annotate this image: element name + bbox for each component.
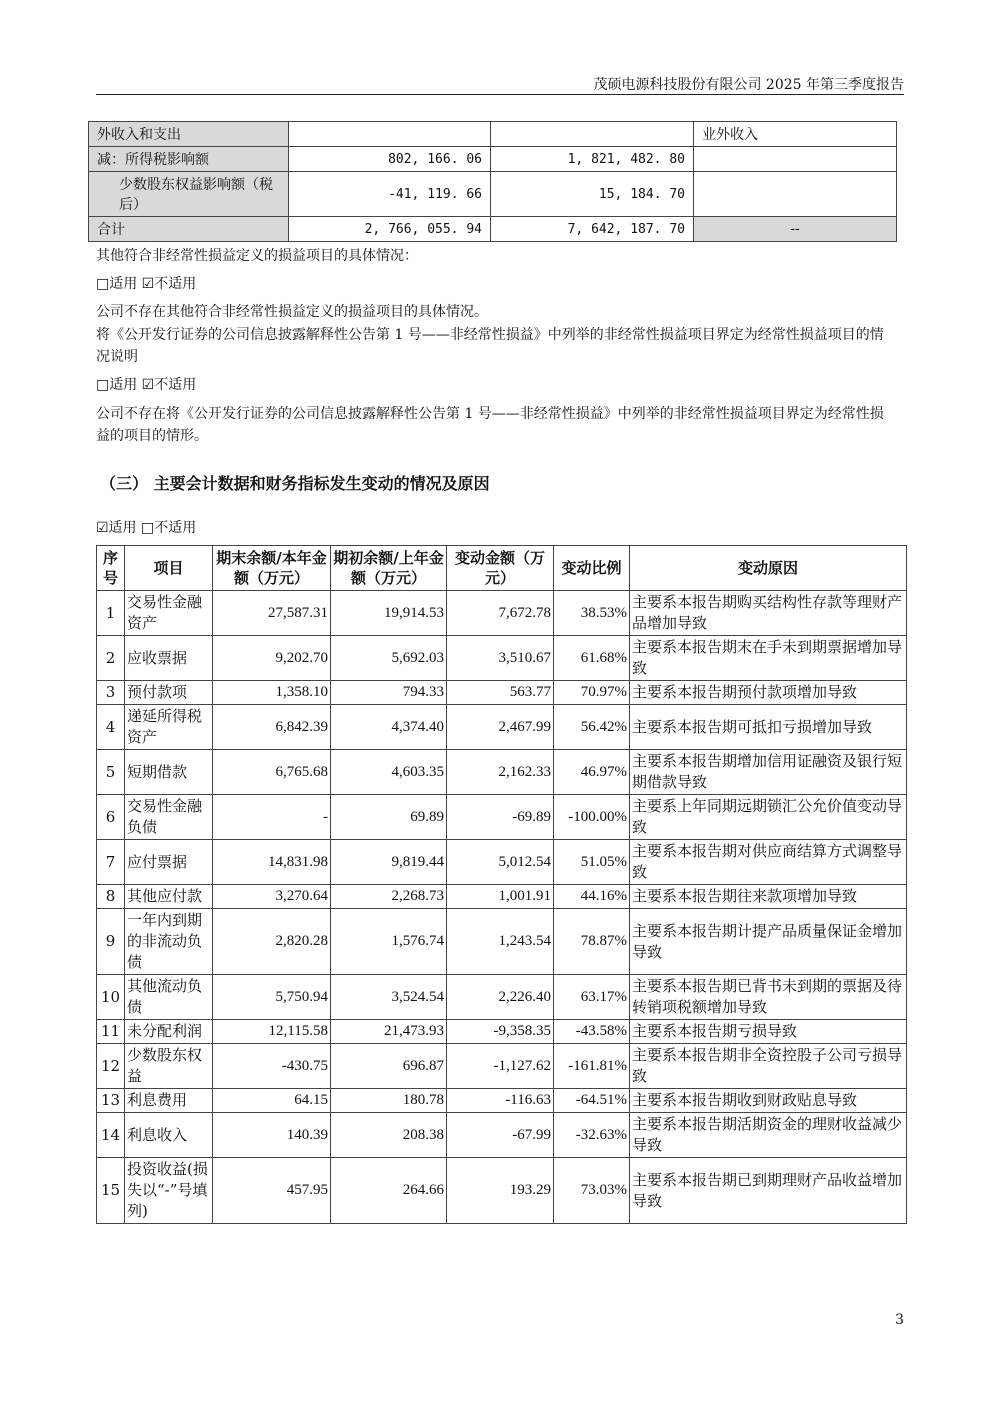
begin-balance: 264.66	[331, 1158, 447, 1224]
change-amount: 1,243.54	[447, 909, 554, 975]
row-index: 10	[97, 975, 125, 1020]
end-balance: 3,270.64	[213, 885, 331, 909]
change-amount: 2,162.33	[447, 750, 554, 795]
row-item: 投资收益(损失以“-”号填列)	[125, 1158, 213, 1224]
change-ratio: 70.97%	[554, 681, 630, 705]
current-period-value: -41, 119. 66	[289, 172, 491, 217]
header-change-reason: 变动原因	[630, 546, 907, 591]
begin-balance: 9,819.44	[331, 840, 447, 885]
note-cell	[694, 172, 897, 217]
change-amount: -67.99	[447, 1113, 554, 1158]
end-balance: -430.75	[213, 1044, 331, 1089]
header-change-amount: 变动金额（万元）	[447, 546, 554, 591]
note-cell: 业外收入	[694, 122, 897, 147]
end-balance: 9,202.70	[213, 636, 331, 681]
table-row	[97, 885, 907, 909]
change-amount: -1,127.62	[447, 1044, 554, 1089]
change-ratio: -161.81%	[554, 1044, 630, 1089]
row-label: 少数股东权益影响额（税后）	[89, 172, 289, 217]
begin-balance: 696.87	[331, 1044, 447, 1089]
change-ratio: 78.87%	[554, 909, 630, 975]
change-ratio: 51.05%	[554, 840, 630, 885]
change-ratio: -100.00%	[554, 795, 630, 840]
header-end-balance: 期末余额/本年金额（万元）	[213, 546, 331, 591]
end-balance: -	[213, 795, 331, 840]
row-index: 7	[97, 840, 125, 885]
row-index: 3	[97, 681, 125, 705]
table-row	[97, 681, 907, 705]
row-item: 一年内到期的非流动负债	[125, 909, 213, 975]
end-balance: 5,750.94	[213, 975, 331, 1020]
header-index: 序号	[97, 546, 125, 591]
change-amount: -69.89	[447, 795, 554, 840]
change-amount: 563.77	[447, 681, 554, 705]
table-row	[89, 122, 897, 147]
change-reason: 主要系本报告期活期资金的理财收益减少导致	[630, 1113, 907, 1158]
row-item: 利息收入	[125, 1113, 213, 1158]
change-ratio: -64.51%	[554, 1089, 630, 1113]
applicability-checkbox-2: □适用 ☑不适用	[96, 377, 197, 393]
end-balance: 140.39	[213, 1113, 331, 1158]
end-balance: 14,831.98	[213, 840, 331, 885]
change-reason: 主要系本报告期对供应商结算方式调整导致	[630, 840, 907, 885]
begin-balance: 19,914.53	[331, 591, 447, 636]
change-reason: 主要系本报告期非全资控股子公司亏损导致	[630, 1044, 907, 1089]
table-row	[89, 217, 897, 242]
row-item: 少数股东权益	[125, 1044, 213, 1089]
page-number: 3	[895, 1312, 904, 1328]
table-row	[97, 705, 907, 750]
end-balance: 1,358.10	[213, 681, 331, 705]
change-reason: 主要系上年同期远期锁汇公允价值变动导致	[630, 795, 907, 840]
row-index: 2	[97, 636, 125, 681]
change-amount: -116.63	[447, 1089, 554, 1113]
applicability-checkbox-1: □适用 ☑不适用	[96, 276, 197, 292]
end-balance: 12,115.58	[213, 1020, 331, 1044]
row-index: 13	[97, 1089, 125, 1113]
current-period-value: 802, 166. 06	[289, 147, 491, 172]
table-row	[97, 750, 907, 795]
reclassification-heading: 将《公开发行证券的公司信息披露解释性公告第 1 号——非经常性损益》中列举的非经常性损益项目界定为经常性损益项目的情况说明	[96, 327, 884, 365]
change-ratio: 63.17%	[554, 975, 630, 1020]
non-recurring-items-table	[88, 121, 897, 242]
row-index: 11	[97, 1020, 125, 1044]
table-row	[97, 1113, 907, 1158]
row-label: 合计	[89, 217, 289, 242]
row-index: 4	[97, 705, 125, 750]
table-row	[97, 840, 907, 885]
begin-balance: 208.38	[331, 1113, 447, 1158]
change-reason: 主要系本报告期购买结构性存款等理财产品增加导致	[630, 591, 907, 636]
table-row	[97, 909, 907, 975]
row-item: 递延所得税资产	[125, 705, 213, 750]
table-row	[97, 1044, 907, 1089]
applicability-checkbox-3: ☑适用 □不适用	[96, 520, 197, 536]
row-index: 1	[97, 591, 125, 636]
header-item: 项目	[125, 546, 213, 591]
change-reason: 主要系本报告期计提产品质量保证金增加导致	[630, 909, 907, 975]
change-amount: -9,358.35	[447, 1020, 554, 1044]
table-row	[97, 1020, 907, 1044]
row-index: 8	[97, 885, 125, 909]
current-period-value	[289, 122, 491, 147]
row-label: 外收入和支出	[89, 122, 289, 147]
change-ratio: 46.97%	[554, 750, 630, 795]
ytd-value: 7, 642, 187. 70	[491, 217, 694, 242]
end-balance: 27,587.31	[213, 591, 331, 636]
change-reason: 主要系本报告期收到财政贴息导致	[630, 1089, 907, 1113]
end-balance: 64.15	[213, 1089, 331, 1113]
change-ratio: 44.16%	[554, 885, 630, 909]
begin-balance: 3,524.54	[331, 975, 447, 1020]
end-balance: 6,842.39	[213, 705, 331, 750]
change-amount: 2,467.99	[447, 705, 554, 750]
row-item: 应付票据	[125, 840, 213, 885]
table-row	[89, 172, 897, 217]
begin-balance: 180.78	[331, 1089, 447, 1113]
change-amount: 3,510.67	[447, 636, 554, 681]
note-cell: --	[694, 217, 897, 242]
financial-changes-table	[96, 545, 907, 1224]
other-items-heading: 其他符合非经常性损益定义的损益项目的具体情况：	[96, 248, 418, 264]
row-index: 14	[97, 1113, 125, 1158]
row-label: 减：所得税影响额	[89, 147, 289, 172]
row-item: 其他流动负债	[125, 975, 213, 1020]
end-balance: 2,820.28	[213, 909, 331, 975]
row-index: 12	[97, 1044, 125, 1089]
note-cell	[694, 147, 897, 172]
change-reason: 主要系本报告期亏损导致	[630, 1020, 907, 1044]
change-reason: 主要系本报告期可抵扣亏损增加导致	[630, 705, 907, 750]
change-ratio: 38.53%	[554, 591, 630, 636]
begin-balance: 21,473.93	[331, 1020, 447, 1044]
header-begin-balance: 期初余额/上年金额（万元）	[331, 546, 447, 591]
table-row	[97, 795, 907, 840]
row-item: 应收票据	[125, 636, 213, 681]
change-ratio: 56.42%	[554, 705, 630, 750]
change-reason: 主要系本报告期已背书未到期的票据及待转销项税额增加导致	[630, 975, 907, 1020]
end-balance: 457.95	[213, 1158, 331, 1224]
table-row	[97, 1158, 907, 1224]
change-ratio: 61.68%	[554, 636, 630, 681]
row-index: 9	[97, 909, 125, 975]
row-index: 15	[97, 1158, 125, 1224]
begin-balance: 1,576.74	[331, 909, 447, 975]
change-reason: 主要系本报告期已到期理财产品收益增加导致	[630, 1158, 907, 1224]
change-reason: 主要系本报告期往来款项增加导致	[630, 885, 907, 909]
row-item: 利息费用	[125, 1089, 213, 1113]
change-amount: 1,001.91	[447, 885, 554, 909]
table-header-row	[97, 546, 907, 591]
reclassification-statement: 公司不存在将《公开发行证券的公司信息披露解释性公告第 1 号——非经常性损益》中列举的非经常性损益项目界定为经常性损益的项目的情形。	[96, 406, 884, 444]
change-reason: 主要系本报告期末在手未到期票据增加导致	[630, 636, 907, 681]
current-period-value: 2, 766, 055. 94	[289, 217, 491, 242]
end-balance: 6,765.68	[213, 750, 331, 795]
begin-balance: 794.33	[331, 681, 447, 705]
row-index: 5	[97, 750, 125, 795]
ytd-value: 15, 184. 70	[491, 172, 694, 217]
table-row	[89, 147, 897, 172]
other-items-statement: 公司不存在其他符合非经常性损益定义的损益项目的具体情况。	[96, 304, 488, 320]
table-row	[97, 975, 907, 1020]
row-item: 交易性金融负债	[125, 795, 213, 840]
row-item: 未分配利润	[125, 1020, 213, 1044]
table-row	[97, 591, 907, 636]
ytd-value: 1, 821, 482. 80	[491, 147, 694, 172]
row-item: 短期借款	[125, 750, 213, 795]
report-header-title: 茂硕电源科技股份有限公司 2025 年第三季度报告	[593, 77, 904, 93]
change-reason: 主要系本报告期预付款项增加导致	[630, 681, 907, 705]
begin-balance: 2,268.73	[331, 885, 447, 909]
change-amount: 193.29	[447, 1158, 554, 1224]
row-item: 交易性金融资产	[125, 591, 213, 636]
change-amount: 5,012.54	[447, 840, 554, 885]
table-row	[97, 1089, 907, 1113]
section-title: （三） 主要会计数据和财务指标发生变动的情况及原因	[100, 474, 490, 493]
table-row	[97, 636, 907, 681]
change-amount: 7,672.78	[447, 591, 554, 636]
change-amount: 2,226.40	[447, 975, 554, 1020]
change-ratio: 73.03%	[554, 1158, 630, 1224]
begin-balance: 69.89	[331, 795, 447, 840]
begin-balance: 4,374.40	[331, 705, 447, 750]
ytd-value	[491, 122, 694, 147]
change-ratio: -32.63%	[554, 1113, 630, 1158]
change-ratio: -43.58%	[554, 1020, 630, 1044]
row-index: 6	[97, 795, 125, 840]
header-divider	[96, 94, 904, 95]
change-reason: 主要系本报告期增加信用证融资及银行短期借款导致	[630, 750, 907, 795]
begin-balance: 5,692.03	[331, 636, 447, 681]
begin-balance: 4,603.35	[331, 750, 447, 795]
row-item: 预付款项	[125, 681, 213, 705]
row-item: 其他应付款	[125, 885, 213, 909]
header-change-ratio: 变动比例	[554, 546, 630, 591]
